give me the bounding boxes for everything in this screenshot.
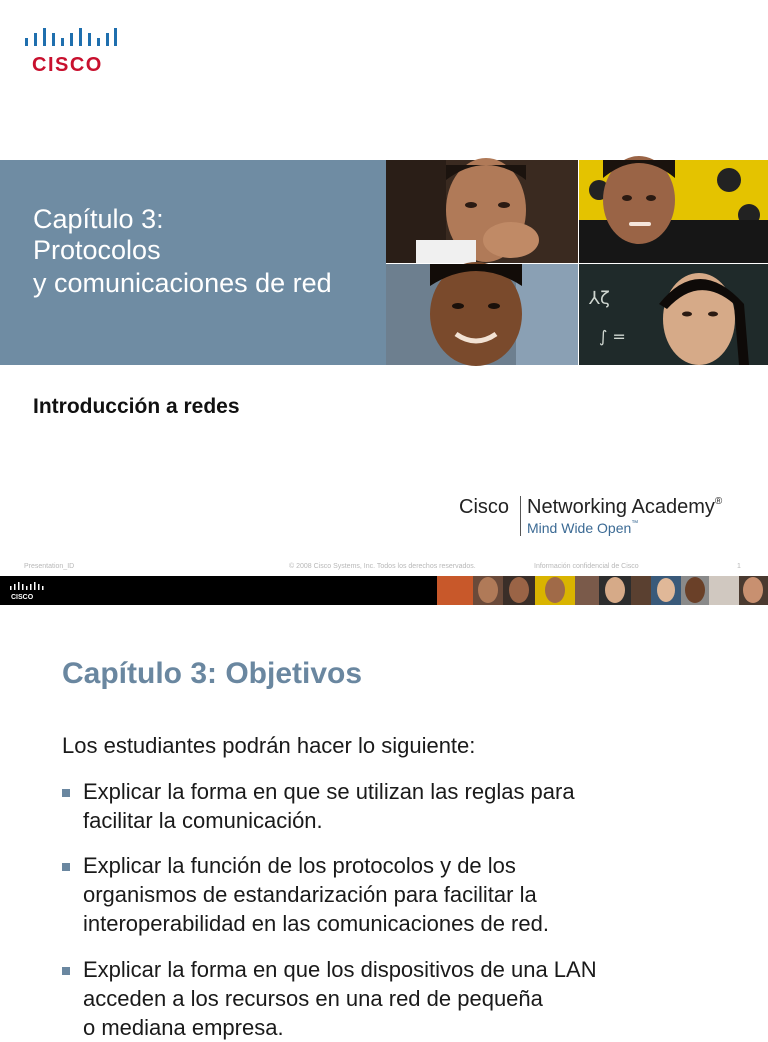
student-photo-grid — [386, 160, 768, 365]
objectives-title: Capítulo 3: Objetivos — [62, 657, 363, 690]
academy-divider — [520, 496, 521, 536]
student-photo-3 — [386, 264, 578, 365]
strip-cisco-logo — [8, 581, 48, 601]
slide-footer-strip — [0, 576, 768, 605]
objectives-slide — [0, 605, 768, 1040]
bullet-line: acceden a los recursos en una red de pequeña — [83, 986, 543, 1011]
academy-name-text: Networking Academy — [527, 496, 715, 518]
title-line-3: y comunicaciones de red — [33, 268, 332, 298]
academy-name — [527, 496, 722, 519]
bullet-line: Explicar la forma en que los dispositivos de una LAN — [83, 957, 597, 982]
objectives-intro: Los estudiantes podrán hacer lo siguiente: — [62, 733, 476, 758]
strip-logo-text: CISCO — [11, 594, 34, 601]
trademark-mark: ™ — [631, 520, 639, 527]
bullet-line: facilitar la comunicación. — [83, 808, 323, 833]
cisco-logo — [24, 24, 118, 76]
course-subtitle: Introducción a redes — [33, 395, 240, 418]
registered-mark: ® — [714, 496, 723, 507]
bullet-line: organismos de estandarización para facilitar la — [83, 882, 537, 907]
svg-text:⅄ζ: ⅄ζ — [589, 288, 610, 309]
student-photo-4 — [579, 264, 768, 365]
footer-presentation-id: Presentation_ID — [24, 563, 75, 570]
student-photo-2 — [579, 160, 768, 263]
bullet-line: Explicar la forma en que se utilizan las reglas para — [83, 779, 575, 804]
cisco-logo-text: CISCO — [32, 54, 103, 76]
bullet-line: interoperabilidad en las comunicaciones de red. — [83, 911, 549, 936]
footer-page-number: 1 — [737, 563, 741, 570]
academy-tagline — [527, 520, 638, 536]
bullet-line: Explicar la función de los protocolos y de los — [83, 853, 516, 878]
bullet-square-icon — [62, 789, 70, 797]
objective-bullet-2 — [62, 851, 549, 938]
bullet-line: o mediana empresa. — [83, 1015, 284, 1040]
academy-tagline-text: Mind Wide Open — [527, 520, 632, 536]
student-photo-1 — [386, 160, 578, 263]
svg-text:∫ =: ∫ = — [599, 327, 626, 346]
footer-confidential: Información confidencial de Cisco — [534, 563, 639, 570]
cisco-bridge-icon — [24, 24, 118, 52]
objective-bullet-1 — [62, 777, 575, 835]
bullet-square-icon — [62, 863, 70, 871]
title-line-1: Capítulo 3: — [33, 204, 164, 234]
footer-copyright: © 2008 Cisco Systems, Inc. Todos los derechos reservados. — [289, 563, 476, 570]
title-line-2: Protocolos — [33, 235, 161, 265]
objective-bullet-3 — [62, 955, 597, 1042]
academy-cisco-text: Cisco — [459, 496, 510, 518]
strip-photo-collage — [437, 576, 768, 605]
bullet-square-icon — [62, 967, 70, 975]
